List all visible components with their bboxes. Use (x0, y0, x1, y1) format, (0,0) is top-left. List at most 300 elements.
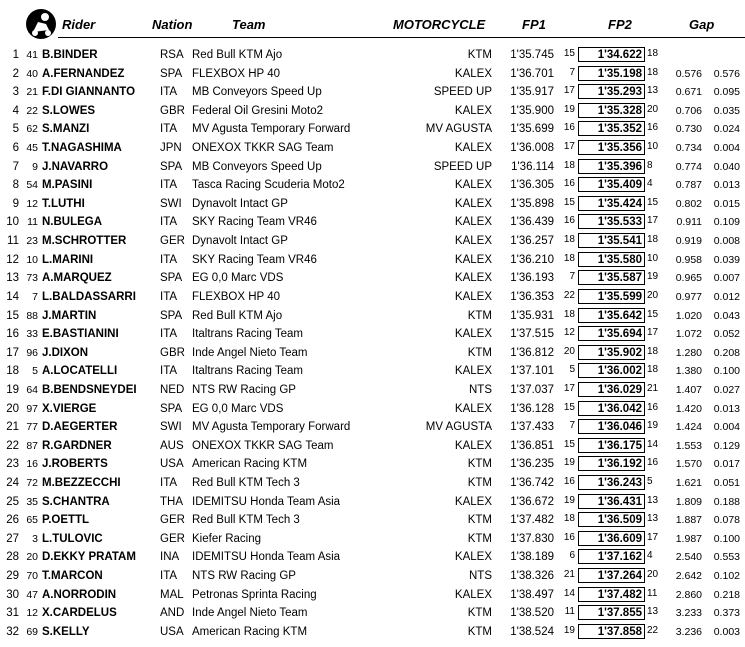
nation-code: THA (160, 495, 183, 508)
fp2-time: 1'35.396 (597, 160, 642, 173)
rider-name: M.PASINI (42, 179, 93, 192)
fp1-lap: 5 (569, 364, 575, 376)
table-row (0, 381, 745, 400)
motorcycle: MV AGUSTA (425, 123, 492, 136)
rider-number: 16 (26, 458, 38, 471)
rider-name: S.KELLY (42, 625, 90, 638)
motorcycle: KALEX (454, 67, 492, 80)
gap-to-leader: 1.424 (675, 421, 702, 434)
rider-number: 12 (26, 607, 38, 620)
nation-code: SWI (160, 197, 182, 210)
gap-to-leader: 1.887 (675, 514, 702, 527)
table-row (0, 418, 745, 437)
fp2-time: 1'37.264 (597, 570, 642, 583)
fp1-time: 1'36.235 (510, 458, 554, 471)
gap-to-leader: 0.911 (676, 216, 702, 229)
fp2-time: 1'36.431 (597, 495, 642, 508)
fp2-time: 1'36.509 (597, 514, 642, 527)
team-name: MV Agusta Temporary Forward (192, 123, 351, 136)
fp2-time: 1'36.029 (597, 383, 642, 396)
position: 32 (6, 625, 19, 638)
fp2-lap: 8 (647, 159, 653, 171)
table-row (0, 437, 745, 456)
gap-to-leader: 3.233 (675, 607, 702, 620)
motorcycle: KALEX (454, 197, 492, 210)
gap-to-previous: 0.109 (713, 216, 740, 229)
gap-to-previous: 0.015 (713, 197, 740, 210)
motorcycle: KALEX (454, 495, 492, 508)
rider-name: S.MANZI (42, 123, 90, 136)
motorcycle: KTM (467, 477, 492, 490)
team-name: Italtrans Racing Team (192, 328, 304, 341)
fp2-time: 1'36.046 (597, 421, 642, 434)
motorcycle: KALEX (454, 179, 492, 192)
fp1-time: 1'36.701 (510, 67, 554, 80)
gap-to-leader: 0.977 (675, 290, 702, 303)
nation-code: SPA (160, 272, 183, 285)
fp2-time: 1'35.587 (597, 272, 642, 285)
gap-to-leader: 1.380 (675, 365, 702, 378)
table-row (0, 586, 745, 605)
gap-to-leader: 0.576 (675, 67, 702, 80)
fp1-time: 1'36.851 (510, 439, 554, 452)
fp1-lap: 19 (563, 457, 575, 469)
position: 5 (12, 123, 19, 136)
team-name: NTS RW Racing GP (192, 383, 296, 396)
fp2-lap: 16 (647, 401, 659, 413)
fp2-lap: 16 (647, 122, 659, 134)
motorcycle: NTS (469, 383, 492, 396)
motorcycle: KTM (467, 309, 492, 322)
rider-number: 33 (26, 328, 38, 341)
rider-number: 87 (26, 439, 38, 452)
fp1-time: 1'37.482 (510, 514, 554, 527)
nation-code: SPA (160, 309, 183, 322)
fp2-lap: 18 (647, 234, 659, 246)
gap-to-leader: 1.570 (675, 458, 702, 471)
table-row (0, 344, 745, 363)
team-name: SKY Racing Team VR46 (192, 216, 317, 229)
rider-name: J.DIXON (42, 346, 89, 359)
fp1-time: 1'35.931 (510, 309, 554, 322)
motorcycle-rider-icon (24, 8, 58, 40)
rider-name: A.NORRODIN (42, 588, 117, 601)
rider-number: 20 (26, 551, 38, 564)
table-row (0, 493, 745, 512)
table-row (0, 548, 745, 567)
gap-to-previous: 0.051 (713, 477, 740, 490)
motorcycle: KTM (467, 49, 492, 61)
position: 26 (6, 514, 19, 527)
fp2-time: 1'37.855 (597, 607, 642, 620)
fp2-time: 1'35.902 (597, 346, 642, 359)
fp1-lap: 15 (563, 401, 575, 413)
position: 10 (6, 216, 19, 229)
fp1-lap: 20 (563, 345, 575, 357)
rider-name: E.BASTIANINI (42, 328, 119, 341)
table-row (0, 251, 745, 270)
fp1-lap: 19 (563, 624, 575, 636)
motorcycle: KALEX (454, 402, 492, 415)
team-name: Federal Oil Gresini Moto2 (192, 104, 324, 117)
gap-to-previous: 0.007 (713, 272, 740, 285)
rider-name: M.BEZZECCHI (42, 477, 121, 490)
fp1-time: 1'36.305 (510, 179, 554, 192)
fp2-time: 1'35.599 (597, 290, 642, 303)
motorcycle: KALEX (454, 235, 492, 248)
header-gap: Gap (689, 17, 715, 32)
fp2-time: 1'35.328 (597, 104, 642, 117)
gap-to-previous: 0.027 (713, 383, 740, 396)
fp1-lap: 18 (563, 513, 575, 525)
nation-code: ITA (160, 570, 178, 583)
fp2-lap: 22 (647, 624, 659, 636)
table-row (0, 511, 745, 530)
team-name: NTS RW Racing GP (192, 570, 296, 583)
table-row (0, 455, 745, 474)
rider-number: 11 (27, 216, 38, 229)
rider-name: L.MARINI (42, 253, 94, 266)
fp2-time: 1'35.352 (597, 123, 642, 136)
position: 11 (7, 235, 19, 248)
nation-code: GBR (160, 104, 185, 117)
fp1-time: 1'36.008 (510, 142, 554, 155)
gap-to-previous: 0.004 (713, 421, 740, 434)
rider-name: F.DI GIANNANTO (42, 86, 136, 99)
fp2-lap: 20 (647, 103, 659, 115)
table-row (0, 158, 745, 177)
rider-number: 70 (26, 570, 38, 583)
motorcycle: KALEX (454, 104, 492, 117)
rider-name: X.CARDELUS (42, 607, 117, 620)
header-fp2: FP2 (608, 17, 632, 32)
table-row (0, 120, 745, 139)
header-nation: Nation (152, 17, 193, 32)
position: 20 (6, 402, 19, 415)
fp2-time: 1'35.541 (597, 235, 642, 248)
fp1-time: 1'36.812 (510, 346, 554, 359)
nation-code: GER (160, 235, 185, 248)
rider-number: 65 (26, 514, 38, 527)
fp2-lap: 13 (647, 606, 659, 618)
fp2-time: 1'35.356 (597, 142, 642, 155)
position: 27 (6, 532, 19, 545)
fp1-time: 1'37.515 (510, 328, 554, 341)
position: 7 (12, 160, 19, 173)
fp1-lap: 12 (563, 327, 575, 339)
table-row (0, 139, 745, 158)
gap-to-previous: 0.004 (713, 142, 740, 155)
table-row (0, 474, 745, 493)
fp1-lap: 19 (563, 103, 575, 115)
motorcycle: KTM (467, 458, 492, 471)
table-row (0, 530, 745, 549)
header-motorcycle: MOTORCYCLE (393, 17, 486, 32)
table-row (0, 46, 745, 65)
rider-name: J.NAVARRO (42, 160, 109, 173)
rider-name: D.EKKY PRATAM (42, 551, 136, 564)
fp2-time: 1'35.424 (597, 197, 642, 210)
position: 14 (6, 290, 19, 303)
position: 16 (6, 328, 19, 341)
motorcycle: KALEX (454, 328, 492, 341)
table-row (0, 623, 745, 642)
motorcycle: KALEX (454, 551, 492, 564)
nation-code: JPN (160, 142, 182, 155)
fp2-lap: 13 (647, 494, 659, 506)
rider-number: 35 (26, 495, 38, 508)
gap-to-previous: 0.218 (713, 588, 740, 601)
fp2-lap: 19 (647, 271, 659, 283)
fp1-time: 1'37.830 (510, 532, 554, 545)
table-row (0, 65, 745, 84)
fp2-lap: 18 (647, 66, 659, 78)
rider-name: T.MARCON (42, 570, 103, 583)
team-name: Red Bull KTM Ajo (192, 309, 283, 322)
rider-name: M.SCHROTTER (42, 235, 127, 248)
table-row (0, 269, 745, 288)
gap-to-leader: 0.965 (675, 272, 702, 285)
gap-to-leader: 0.774 (675, 160, 702, 173)
rider-number: 23 (26, 235, 38, 248)
fp1-time: 1'38.520 (510, 607, 554, 620)
nation-code: AUS (160, 439, 184, 452)
fp1-time: 1'35.699 (510, 123, 554, 136)
motorcycle: NTS (469, 570, 492, 583)
gap-to-leader: 1.020 (675, 309, 702, 322)
table-row (0, 325, 745, 344)
gap-to-leader: 1.407 (675, 383, 702, 396)
rider-name: J.ROBERTS (42, 458, 108, 471)
fp2-time: 1'35.580 (597, 253, 642, 266)
fp2-time: 1'35.642 (597, 309, 642, 322)
position: 22 (6, 439, 19, 452)
nation-code: SPA (160, 67, 183, 80)
nation-code: ITA (160, 123, 178, 136)
position: 28 (6, 551, 19, 564)
header-rider: Rider (62, 17, 96, 32)
fp2-time: 1'35.293 (597, 86, 642, 99)
fp2-lap: 17 (647, 327, 659, 339)
team-name: Dynavolt Intact GP (192, 235, 288, 248)
fp2-lap: 19 (647, 420, 659, 432)
motorcycle: KALEX (454, 142, 492, 155)
fp1-lap: 17 (563, 85, 575, 97)
position: 29 (6, 570, 19, 583)
team-name: FLEXBOX HP 40 (192, 290, 280, 303)
motorcycle: KTM (467, 625, 492, 638)
team-name: IDEMITSU Honda Team Asia (192, 495, 341, 508)
rider-name: P.OETTL (42, 514, 90, 527)
rider-number: 47 (26, 588, 38, 601)
fp1-time: 1'37.037 (510, 383, 554, 396)
fp1-lap: 19 (563, 494, 575, 506)
rider-number: 88 (26, 309, 38, 322)
gap-to-leader: 1.809 (675, 495, 702, 508)
gap-to-previous: 0.017 (713, 458, 740, 471)
fp1-time: 1'38.326 (510, 570, 554, 583)
gap-to-leader: 0.706 (675, 104, 702, 117)
results-table (0, 46, 745, 642)
rider-name: L.TULOVIC (42, 532, 103, 545)
gap-to-leader: 2.642 (675, 570, 702, 583)
position: 9 (12, 197, 19, 210)
nation-code: USA (160, 458, 184, 471)
team-name: IDEMITSU Honda Team Asia (192, 551, 341, 564)
motorcycle: SPEED UP (433, 160, 492, 173)
gap-to-previous: 0.052 (713, 328, 740, 341)
team-name: American Racing KTM (192, 625, 308, 638)
fp1-lap: 16 (563, 178, 575, 190)
team-name: ONEXOX TKKR SAG Team (192, 439, 334, 452)
header-divider (58, 37, 745, 38)
fp1-time: 1'35.900 (510, 104, 554, 117)
gap-to-previous: 0.208 (713, 346, 740, 359)
table-row (0, 288, 745, 307)
gap-to-leader: 0.802 (675, 197, 702, 210)
gap-to-previous: 0.035 (713, 104, 740, 117)
position: 12 (6, 253, 19, 266)
rider-number: 7 (32, 290, 38, 303)
nation-code: ITA (160, 477, 178, 490)
nation-code: ITA (160, 365, 178, 378)
fp2-time: 1'37.858 (597, 625, 642, 638)
fp2-lap: 10 (647, 141, 659, 153)
nation-code: RSA (160, 49, 184, 61)
position: 25 (6, 495, 19, 508)
team-name: Kiefer Racing (192, 532, 262, 545)
gap-to-previous: 0.576 (713, 67, 740, 80)
rider-name: S.LOWES (42, 104, 96, 117)
fp1-time: 1'38.524 (510, 625, 554, 638)
position: 3 (12, 86, 19, 99)
team-name: MB Conveyors Speed Up (192, 160, 322, 173)
rider-number: 69 (26, 625, 38, 638)
gap-to-previous: 0.078 (713, 514, 740, 527)
gap-to-leader: 0.958 (675, 253, 702, 266)
nation-code: SPA (160, 402, 183, 415)
rider-number: 97 (26, 402, 38, 415)
fp1-lap: 16 (563, 476, 575, 488)
rider-number: 73 (26, 272, 38, 285)
nation-code: ITA (160, 328, 178, 341)
fp2-lap: 20 (647, 569, 659, 581)
position: 17 (6, 346, 19, 359)
fp1-time: 1'36.193 (510, 272, 554, 285)
gap-to-previous: 0.013 (713, 179, 740, 192)
gap-to-leader: 1.280 (675, 346, 702, 359)
team-name: Red Bull KTM Tech 3 (192, 477, 300, 490)
rider-number: 72 (26, 477, 38, 490)
motorcycle: MV AGUSTA (425, 421, 492, 434)
position: 19 (6, 383, 19, 396)
gap-to-leader: 0.734 (675, 142, 702, 155)
rider-number: 21 (26, 86, 38, 99)
rider-name: S.CHANTRA (42, 495, 110, 508)
rider-name: B.BINDER (42, 49, 98, 61)
fp1-lap: 15 (563, 196, 575, 208)
fp2-time: 1'36.243 (597, 477, 642, 490)
fp1-lap: 11 (564, 606, 575, 618)
nation-code: ITA (160, 179, 178, 192)
table-row (0, 83, 745, 102)
fp1-time: 1'36.439 (510, 216, 554, 229)
fp1-lap: 15 (563, 48, 575, 59)
team-name: Red Bull KTM Tech 3 (192, 514, 300, 527)
position: 13 (6, 272, 19, 285)
rider-name: L.BALDASSARRI (42, 290, 136, 303)
rider-number: 41 (26, 49, 38, 61)
fp2-time: 1'36.042 (597, 402, 642, 415)
position: 23 (6, 458, 19, 471)
fp2-lap: 18 (647, 48, 659, 59)
gap-to-leader: 3.236 (675, 625, 702, 638)
gap-to-previous: 0.100 (713, 365, 740, 378)
nation-code: ITA (160, 86, 178, 99)
team-name: Tasca Racing Scuderia Moto2 (192, 179, 345, 192)
gap-to-previous: 0.003 (713, 625, 740, 638)
position: 31 (6, 607, 19, 620)
fp1-time: 1'35.745 (510, 49, 554, 61)
fp2-lap: 16 (647, 457, 659, 469)
position: 1 (12, 49, 19, 61)
fp2-time: 1'34.622 (597, 49, 642, 61)
rider-name: D.AEGERTER (42, 421, 118, 434)
fp1-time: 1'36.128 (510, 402, 554, 415)
nation-code: NED (160, 383, 185, 396)
fp1-time: 1'37.433 (510, 421, 554, 434)
motorcycle: KALEX (454, 253, 492, 266)
rider-name: A.FERNANDEZ (42, 67, 125, 80)
fp1-lap: 18 (563, 159, 575, 171)
position: 6 (12, 142, 19, 155)
rider-number: 12 (26, 197, 38, 210)
team-name: Red Bull KTM Ajo (192, 49, 283, 61)
team-name: MB Conveyors Speed Up (192, 86, 322, 99)
fp1-time: 1'36.353 (510, 290, 554, 303)
nation-code: ITA (160, 290, 178, 303)
fp2-time: 1'37.482 (597, 588, 642, 601)
gap-to-leader: 1.621 (675, 477, 702, 490)
nation-code: GER (160, 514, 185, 527)
position: 18 (6, 365, 19, 378)
gap-to-previous: 0.008 (713, 235, 740, 248)
fp1-lap: 17 (563, 141, 575, 153)
fp2-lap: 18 (647, 345, 659, 357)
rider-name: X.VIERGE (42, 402, 97, 415)
motorcycle: SPEED UP (433, 86, 492, 99)
rider-number: 3 (32, 532, 38, 545)
fp1-time: 1'36.257 (510, 235, 554, 248)
table-header (0, 0, 745, 40)
motorcycle: KALEX (454, 365, 492, 378)
nation-code: ITA (160, 253, 178, 266)
rider-name: T.LUTHI (42, 197, 85, 210)
motorcycle: KALEX (454, 272, 492, 285)
table-row (0, 362, 745, 381)
fp2-lap: 15 (647, 196, 659, 208)
gap-to-leader: 0.787 (675, 179, 702, 192)
team-name: Dynavolt Intact GP (192, 197, 288, 210)
gap-to-leader: 1.420 (675, 402, 702, 415)
fp2-lap: 13 (647, 85, 659, 97)
rider-name: A.MARQUEZ (42, 272, 112, 285)
fp2-time: 1'36.192 (597, 458, 642, 471)
team-name: EG 0,0 Marc VDS (192, 272, 284, 285)
gap-to-leader: 0.671 (675, 86, 702, 99)
nation-code: SPA (160, 160, 183, 173)
fp2-lap: 10 (647, 252, 659, 264)
